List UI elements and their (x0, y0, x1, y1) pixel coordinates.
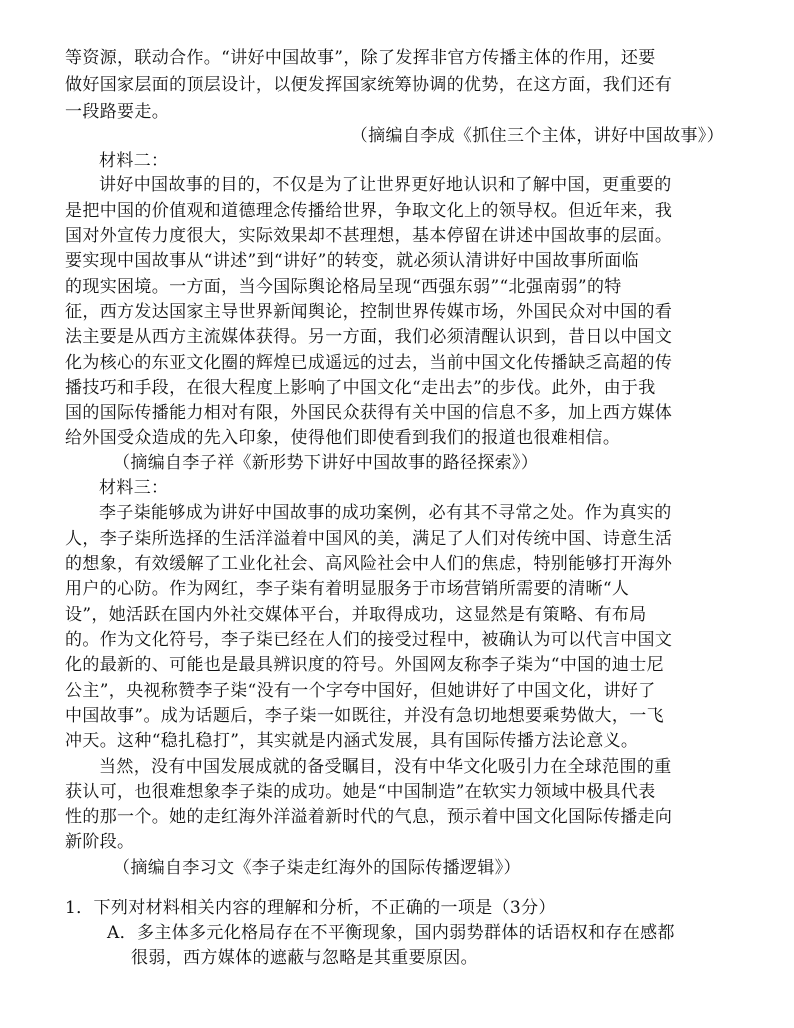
text-line: 讲好中国故事的目的，不仅是为了让世界更好地认识和了解中国，更重要的 (99, 175, 672, 195)
text-line: 是把中国的价值观和道德理念传播给世界，争取文化上的领导权。但近年来，我 (65, 201, 673, 221)
text-line: 李子柒能够成为讲好中国故事的成功案例，必有其不寻常之处。作为真实的 (99, 503, 672, 523)
text-line: 冲天。这种“稳扎稳打”，其实就是内涵式发展，具有国际传播方法论意义。 (65, 731, 639, 751)
source-citation: （摘编自李习文《李子柒走红海外的国际传播逻辑》） (113, 858, 521, 878)
text-line: 公主”，央视称赞李子柒“没有一个字夸中国好，但她讲好了中国文化，讲好了 (65, 681, 656, 701)
text-line: 当然，没有中国发展成就的备受瞩目，没有中华文化吸引力在全球范围的重 (99, 757, 672, 777)
text-line: 的现实困境。一方面，当今国际舆论格局呈现“西强东弱”“北强南弱”的特 (65, 277, 622, 297)
text-line: 做好国家层面的顶层设计，以便发挥国家统筹协调的优势，在这方面，我们还有 (65, 75, 673, 95)
option-a-continued: 很弱，西方媒体的遮蔽与忽略是其重要原因。 (131, 948, 478, 968)
text-line: 的想象，有效缓解了工业化社会、高风险社会中人们的焦虑，特别能够打开海外 (65, 554, 673, 574)
text-line: 化的最新的、可能也是最具辨识度的符号。外国网友称李子柒为“中国的迪士尼 (65, 655, 664, 675)
source-citation: （摘编自李成《抓住三个主体，讲好中国故事》） (350, 126, 724, 146)
text-line: 国对外宣传力度很大，实际效果却不甚理想，基本停留在讲述中国故事的层面。 (65, 226, 673, 246)
text-line: 设”，她活跃在国内外社交媒体平台，并取得成功，这显然是有策略、有布局 (65, 605, 647, 625)
source-citation: （摘编自李子祥《新形势下讲好中国故事的路径探索》） (113, 453, 539, 473)
text-line: 获认可，也很难想象李子柒的成功。她是“中国制造”在软实力领域中极具代表 (65, 782, 656, 802)
text-line: 的。作为文化符号，李子柒已经在人们的接受过程中，被确认为可以代言中国文 (65, 630, 673, 650)
text-line: 用户的心防。作为网红，李子柒有着明显服务于市场营销所需要的清晰“人 (65, 579, 630, 599)
text-line: 新阶段。 (65, 832, 135, 852)
text-line: 中国故事”。成为话题后，李子柒一如既往，并没有急切地想要乘势做大，一飞 (65, 706, 664, 726)
text-line: 播技巧和手段，在很大程度上影响了中国文化“走出去”的步伐。此外，由于我 (65, 378, 656, 398)
text-line: 给外国受众造成的先入印象，使得他们即使看到我们的报道也很难相信。 (65, 428, 621, 448)
option-a: A．多主体多元化格局存在不平衡现象，国内弱势群体的话语权和存在感都 (107, 923, 675, 943)
text-line: 人，李子柒所选择的生活洋溢着中国风的美，满足了人们对传统中国、诗意生活 (65, 529, 673, 549)
section-heading-material-3: 材料三： (99, 478, 169, 498)
text-line: 化为核心的东亚文化圈的辉煌已成遥远的过去，当前中国文化传播缺乏高超的传 (65, 353, 673, 373)
text-line: 性的那一个。她的走红海外洋溢着新时代的气息，预示着中国文化国际传播走向 (65, 807, 673, 827)
question-1-stem: 1．下列对材料相关内容的理解和分析，不正确的一项是（3分） (65, 898, 556, 918)
section-heading-material-2: 材料二： (99, 151, 169, 171)
text-line: 国的国际传播能力相对有限，外国民众获得有关中国的信息不多，加上西方媒体 (65, 403, 673, 423)
text-line: 征，西方发达国家主导世界新闻舆论，控制世界传媒市场，外国民众对中国的看 (65, 302, 673, 322)
text-line: 法主要是从西方主流媒体获得。另一方面，我们必须清醒认识到，昔日以中国文 (65, 327, 673, 347)
text-line: 等资源，联动合作。“讲好中国故事”，除了发挥非官方传播主体的作用，还要 (65, 48, 656, 68)
text-line: 一段路要走。 (65, 102, 170, 122)
text-line: 要实现中国故事从“讲述”到“讲好”的转变，就必须认清讲好中国故事所面临 (65, 251, 640, 271)
